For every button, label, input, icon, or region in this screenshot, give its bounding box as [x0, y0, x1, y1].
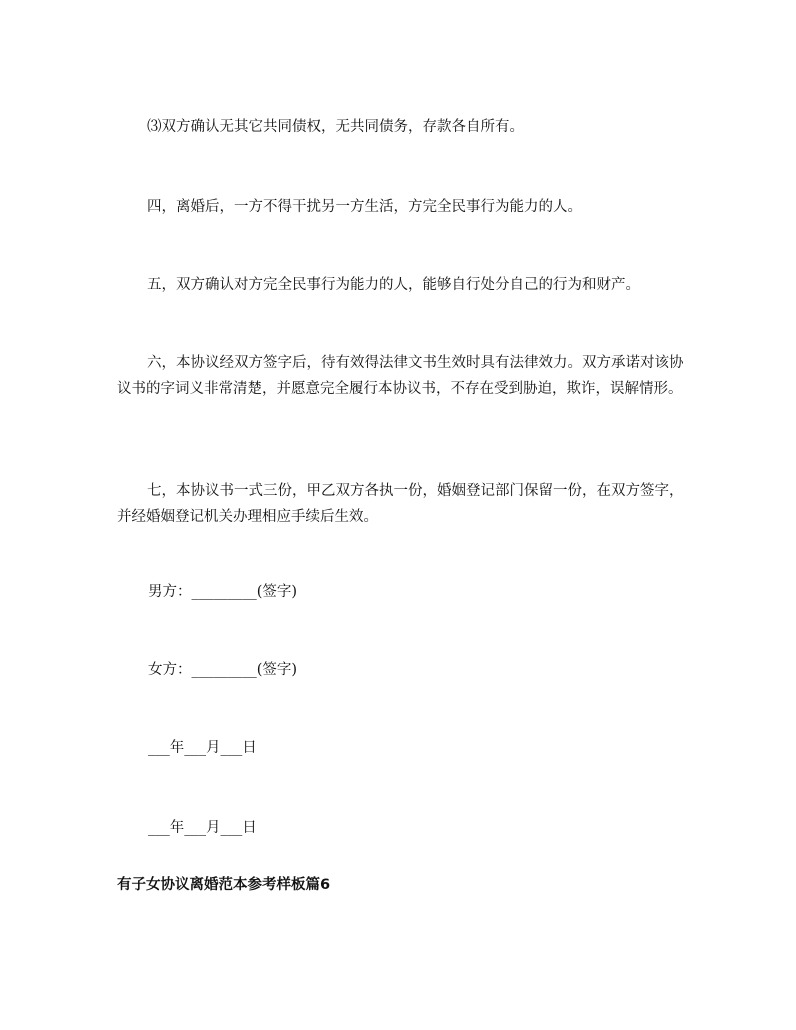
- clause-3-paragraph: ⑶双方确认无其它共同债权，无共同债务，存款各自所有。: [147, 119, 524, 135]
- clause-five-paragraph: 五，双方确认对方完全民事行为能力的人，能够自行处分自己的行为和财产。: [147, 277, 640, 293]
- male-signature-line: 男方：_________(签字): [148, 584, 298, 600]
- clause-seven-paragraph: 七，本协议书一式三份，甲乙双方各执一份，婚姻登记部门保留一份，在双方签字，并经婚姻登记机关办理相应手续后生效。: [117, 483, 684, 525]
- date-line-1: ___年___月___日: [148, 740, 257, 756]
- date-line-2: ___年___月___日: [148, 820, 257, 836]
- clause-six-paragraph: 六，本协议经双方签字后，待有效得法律文书生效时具有法律效力。双方承诺对该协议书的字词义非常清楚，并愿意完全履行本协议书，不存在受到胁迫，欺诈，误解情形。: [117, 355, 684, 397]
- section-heading: 有子女协议离婚范本参考样板篇6: [117, 877, 331, 893]
- clause-four-paragraph: 四，离婚后，一方不得干扰另一方生活，方完全民事行为能力的人。: [147, 199, 582, 215]
- female-signature-line: 女方：_________(签字): [148, 662, 298, 678]
